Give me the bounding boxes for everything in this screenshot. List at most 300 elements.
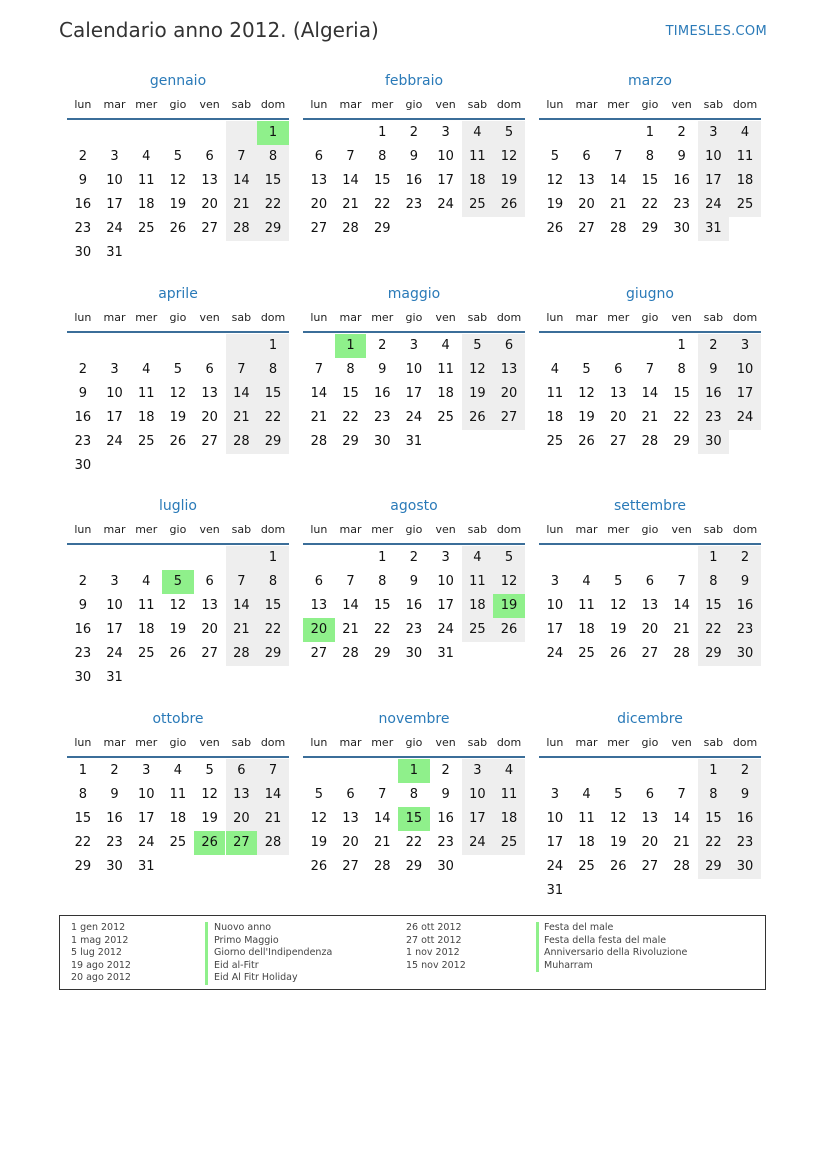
weekday-label: mar xyxy=(103,736,126,749)
weekday-label: gio xyxy=(169,736,187,749)
weekday-label: gio xyxy=(405,736,423,749)
day-cell: 2 xyxy=(110,763,119,778)
day-grid xyxy=(67,334,289,478)
weekday-label: mer xyxy=(135,523,158,536)
day-cell: 11 xyxy=(137,173,155,188)
day-cell: 10 xyxy=(106,598,123,613)
day-cell: 29 xyxy=(74,859,92,874)
weekday-header xyxy=(303,523,525,541)
day-cell: 23 xyxy=(736,835,754,850)
brand-link[interactable]: TIMESLES.COM xyxy=(665,24,767,39)
weekday-label: gio xyxy=(169,311,187,324)
day-cell: 22 xyxy=(373,197,391,212)
header-divider xyxy=(67,756,289,758)
weekday-label: lun xyxy=(74,736,92,749)
day-cell: 30 xyxy=(705,434,722,449)
day-cell: 8 xyxy=(709,787,718,802)
day-grid xyxy=(539,334,761,454)
weekday-label: mer xyxy=(371,523,394,536)
day-cell: 25 xyxy=(578,646,595,661)
day-cell: 24 xyxy=(106,221,123,236)
day-cell: 3 xyxy=(142,763,151,778)
day-cell: 1 xyxy=(709,550,718,565)
header-divider xyxy=(303,331,525,333)
day-cell: 23 xyxy=(74,221,92,236)
day-cell: 29 xyxy=(342,434,359,449)
day-cell: 4 xyxy=(441,338,450,353)
day-cell: 2 xyxy=(78,574,87,589)
weekday-label: gio xyxy=(641,736,659,749)
day-cell: 29 xyxy=(264,646,282,661)
day-cell: 26 xyxy=(169,434,187,449)
day-cell: 12 xyxy=(310,811,328,826)
day-cell: 28 xyxy=(264,835,282,850)
weekday-label: dom xyxy=(496,736,522,749)
day-cell: 17 xyxy=(705,173,722,188)
day-cell: 26 xyxy=(609,646,627,661)
legend-date: 26 ott 2012 xyxy=(406,922,462,933)
weekday-label: dom xyxy=(496,523,522,536)
weekday-label: lun xyxy=(74,311,92,324)
day-grid xyxy=(303,759,525,879)
day-cell: 15 xyxy=(673,386,690,401)
day-cell: 25 xyxy=(137,646,155,661)
weekday-label: mar xyxy=(103,523,126,536)
day-cell: 31 xyxy=(106,245,123,260)
day-cell: 13 xyxy=(641,598,659,613)
day-cell: 7 xyxy=(677,787,686,802)
day-cell: 30 xyxy=(437,859,454,874)
holiday-day: 15 xyxy=(398,807,430,831)
weekday-label: ven xyxy=(435,736,456,749)
month-name: luglio xyxy=(159,498,197,514)
day-cell: 27 xyxy=(201,646,218,661)
day-cell: 7 xyxy=(268,763,278,778)
header-divider xyxy=(539,756,761,758)
day-cell: 28 xyxy=(310,434,328,449)
day-cell: 9 xyxy=(740,787,750,802)
day-cell: 23 xyxy=(106,835,123,850)
day-cell: 9 xyxy=(78,598,87,613)
legend-holiday-name: Nuovo anno xyxy=(214,922,272,933)
day-cell: 3 xyxy=(409,338,419,353)
weekday-label: mer xyxy=(371,98,394,111)
day-cell: 17 xyxy=(106,197,123,212)
day-cell: 28 xyxy=(233,646,250,661)
weekday-header xyxy=(539,311,761,329)
day-cell: 25 xyxy=(578,859,595,874)
day-grid xyxy=(67,546,289,690)
day-cell: 1 xyxy=(709,763,718,778)
day-cell: 16 xyxy=(736,811,754,826)
day-cell: 5 xyxy=(205,763,214,778)
day-cell: 5 xyxy=(614,787,623,802)
day-cell: 9 xyxy=(677,149,686,164)
weekday-label: sab xyxy=(231,523,252,536)
day-cell: 20 xyxy=(201,622,218,637)
day-cell: 5 xyxy=(504,125,514,140)
day-cell: 14 xyxy=(342,598,359,613)
day-cell: 25 xyxy=(736,197,754,212)
weekday-label: mer xyxy=(607,523,630,536)
day-cell: 18 xyxy=(169,811,187,826)
day-cell: 18 xyxy=(469,173,486,188)
day-cell: 31 xyxy=(437,646,454,661)
day-cell: 9 xyxy=(441,787,450,802)
day-cell: 15 xyxy=(373,598,391,613)
day-cell: 26 xyxy=(310,859,328,874)
day-cell: 26 xyxy=(546,221,564,236)
day-cell: 19 xyxy=(169,410,187,425)
day-cell: 10 xyxy=(705,149,722,164)
day-cell: 13 xyxy=(641,811,659,826)
weekday-label: gio xyxy=(641,311,659,324)
weekday-label: ven xyxy=(435,98,456,111)
day-cell: 12 xyxy=(609,598,627,613)
day-cell: 30 xyxy=(74,245,92,260)
weekday-label: lun xyxy=(546,736,564,749)
day-cell: 25 xyxy=(169,835,187,850)
day-cell: 12 xyxy=(578,386,595,401)
day-cell: 14 xyxy=(342,173,359,188)
day-cell: 14 xyxy=(673,811,690,826)
day-cell: 15 xyxy=(342,386,359,401)
legend-holiday-name: Anniversario della Rivoluzione xyxy=(544,947,688,958)
header-divider xyxy=(67,331,289,333)
day-cell: 14 xyxy=(264,787,282,802)
day-cell: 7 xyxy=(237,574,246,589)
day-cell: 17 xyxy=(736,386,754,401)
day-cell: 18 xyxy=(137,410,155,425)
day-cell: 18 xyxy=(469,598,486,613)
day-cell: 19 xyxy=(169,197,187,212)
day-cell: 25 xyxy=(137,221,155,236)
weekday-label: ven xyxy=(435,523,456,536)
day-cell: 10 xyxy=(437,574,454,589)
day-cell: 15 xyxy=(705,811,722,826)
day-cell: 31 xyxy=(705,221,722,236)
day-cell: 10 xyxy=(137,787,155,802)
holiday-day: 27 xyxy=(226,831,258,855)
day-cell: 3 xyxy=(473,763,482,778)
weekday-label: ven xyxy=(199,311,220,324)
day-cell: 11 xyxy=(578,811,595,826)
day-cell: 15 xyxy=(641,173,659,188)
day-cell: 7 xyxy=(237,149,246,164)
day-cell: 12 xyxy=(169,386,187,401)
day-cell: 25 xyxy=(469,622,486,637)
day-cell: 24 xyxy=(437,197,454,212)
holiday-day: 26 xyxy=(194,831,226,855)
legend-names-right xyxy=(544,922,687,972)
day-cell: 16 xyxy=(74,197,92,212)
day-cell: 24 xyxy=(546,646,564,661)
day-cell: 22 xyxy=(705,835,722,850)
day-cell: 19 xyxy=(500,173,518,188)
day-cell: 25 xyxy=(469,197,486,212)
weekday-label: mar xyxy=(575,523,598,536)
day-cell: 4 xyxy=(142,149,151,164)
weekday-label: mer xyxy=(371,311,394,324)
day-cell: 7 xyxy=(378,787,387,802)
legend-dates-right xyxy=(406,922,466,972)
weekday-label: mar xyxy=(339,523,362,536)
day-cell: 5 xyxy=(473,338,482,353)
day-cell: 11 xyxy=(469,149,486,164)
day-cell: 11 xyxy=(469,574,486,589)
weekday-header xyxy=(67,523,289,541)
day-cell: 22 xyxy=(705,622,722,637)
day-cell: 15 xyxy=(264,598,282,613)
weekday-label: sab xyxy=(231,98,252,111)
day-cell: 6 xyxy=(205,574,214,589)
weekday-label: gio xyxy=(169,523,187,536)
day-cell: 31 xyxy=(137,859,155,874)
header-divider xyxy=(303,118,525,120)
day-cell: 25 xyxy=(500,835,518,850)
day-cell: 13 xyxy=(201,386,218,401)
day-cell: 21 xyxy=(641,410,659,425)
day-cell: 3 xyxy=(441,125,450,140)
day-cell: 26 xyxy=(578,434,595,449)
weekday-header xyxy=(303,98,525,116)
day-cell: 8 xyxy=(709,574,718,589)
day-cell: 4 xyxy=(142,362,151,377)
day-cell: 21 xyxy=(673,622,690,637)
day-cell: 3 xyxy=(550,787,559,802)
day-cell: 25 xyxy=(546,434,564,449)
month-name: febbraio xyxy=(384,73,444,89)
legend-holiday-name: Festa della festa del male xyxy=(544,934,667,946)
day-cell: 16 xyxy=(673,173,690,188)
header-divider xyxy=(67,118,289,120)
day-cell: 22 xyxy=(673,410,690,425)
legend-holiday-marker xyxy=(536,922,539,972)
day-cell: 6 xyxy=(504,338,514,353)
weekday-label: dom xyxy=(732,523,758,536)
weekday-label: ven xyxy=(671,523,692,536)
day-cell: 2 xyxy=(740,763,750,778)
holiday-day: 20 xyxy=(303,618,335,642)
day-cell: 21 xyxy=(609,197,627,212)
day-cell: 22 xyxy=(74,835,92,850)
day-cell: 8 xyxy=(78,787,87,802)
weekday-label: lun xyxy=(310,736,328,749)
holiday-day: 5 xyxy=(162,570,194,594)
day-cell: 29 xyxy=(373,221,391,236)
day-cell: 25 xyxy=(437,410,454,425)
day-cell: 16 xyxy=(736,598,754,613)
day-cell: 20 xyxy=(233,811,250,826)
day-cell: 6 xyxy=(582,149,591,164)
day-cell: 14 xyxy=(233,598,250,613)
day-cell: 23 xyxy=(405,197,423,212)
day-cell: 18 xyxy=(578,622,595,637)
header-divider xyxy=(303,543,525,545)
day-cell: 16 xyxy=(705,386,722,401)
day-cell: 23 xyxy=(74,646,92,661)
day-cell: 22 xyxy=(342,410,359,425)
weekday-label: ven xyxy=(435,311,456,324)
weekday-label: mer xyxy=(607,311,630,324)
day-cell: 23 xyxy=(705,410,722,425)
weekday-label: mar xyxy=(575,98,598,111)
header-divider xyxy=(539,331,761,333)
holiday-legend xyxy=(59,915,766,990)
weekday-label: ven xyxy=(199,98,220,111)
day-cell: 22 xyxy=(373,622,391,637)
weekday-header xyxy=(67,311,289,329)
day-cell: 15 xyxy=(264,386,282,401)
day-cell: 15 xyxy=(373,173,391,188)
day-cell: 12 xyxy=(500,149,518,164)
day-cell: 5 xyxy=(504,550,514,565)
day-cell: 15 xyxy=(705,598,722,613)
day-cell: 22 xyxy=(264,410,282,425)
day-cell: 20 xyxy=(342,835,359,850)
page-title: Calendario anno 2012. (Algeria) xyxy=(59,18,379,42)
day-cell: 21 xyxy=(264,811,282,826)
day-cell: 9 xyxy=(740,574,750,589)
day-cell: 29 xyxy=(264,434,282,449)
day-cell: 29 xyxy=(373,646,391,661)
day-cell: 21 xyxy=(373,835,391,850)
weekday-label: mer xyxy=(607,736,630,749)
day-cell: 2 xyxy=(709,338,718,353)
day-cell: 17 xyxy=(546,622,564,637)
day-cell: 28 xyxy=(342,221,359,236)
day-cell: 10 xyxy=(106,173,123,188)
day-cell: 17 xyxy=(106,410,123,425)
day-cell: 10 xyxy=(405,362,423,377)
day-cell: 12 xyxy=(169,173,187,188)
day-cell: 4 xyxy=(473,550,482,565)
day-cell: 16 xyxy=(106,811,123,826)
legend-holiday-name: Giorno dell'Indipendenza xyxy=(214,947,333,958)
day-cell: 13 xyxy=(310,598,328,613)
weekday-header xyxy=(539,98,761,116)
day-cell: 14 xyxy=(673,598,690,613)
day-cell: 10 xyxy=(546,598,564,613)
day-cell: 27 xyxy=(310,221,328,236)
day-cell: 23 xyxy=(437,835,454,850)
weekday-label: sab xyxy=(467,98,488,111)
day-cell: 24 xyxy=(736,410,754,425)
day-cell: 15 xyxy=(264,173,282,188)
day-cell: 17 xyxy=(546,835,564,850)
day-cell: 9 xyxy=(110,787,119,802)
day-cell: 26 xyxy=(500,197,518,212)
legend-holiday-marker xyxy=(205,922,208,985)
day-cell: 16 xyxy=(405,173,423,188)
day-cell: 21 xyxy=(233,197,250,212)
day-cell: 26 xyxy=(469,410,486,425)
legend-holiday-name: Muharram xyxy=(544,959,593,971)
day-cell: 2 xyxy=(409,550,419,565)
weekday-label: mar xyxy=(103,311,126,324)
day-cell: 14 xyxy=(641,386,659,401)
day-cell: 8 xyxy=(346,362,355,377)
day-cell: 27 xyxy=(310,646,328,661)
day-cell: 13 xyxy=(310,173,328,188)
day-cell: 3 xyxy=(441,550,450,565)
day-cell: 24 xyxy=(546,859,564,874)
day-cell: 29 xyxy=(405,859,423,874)
day-cell: 8 xyxy=(677,362,686,377)
day-cell: 2 xyxy=(409,125,419,140)
weekday-label: mar xyxy=(339,311,362,324)
day-cell: 24 xyxy=(106,434,123,449)
month-name: maggio xyxy=(387,286,441,302)
day-cell: 1 xyxy=(645,125,655,140)
month-name: dicembre xyxy=(617,711,683,727)
weekday-header xyxy=(539,736,761,754)
day-cell: 28 xyxy=(233,434,250,449)
day-cell: 15 xyxy=(74,811,92,826)
day-cell: 24 xyxy=(437,622,454,637)
day-cell: 11 xyxy=(137,598,155,613)
day-cell: 19 xyxy=(546,197,564,212)
weekday-label: lun xyxy=(310,98,328,111)
weekday-label: lun xyxy=(310,523,328,536)
day-cell: 13 xyxy=(233,787,250,802)
day-cell: 30 xyxy=(736,859,754,874)
day-cell: 3 xyxy=(110,149,119,164)
day-grid xyxy=(539,759,761,903)
legend-date: 27 ott 2012 xyxy=(406,934,462,946)
weekday-label: dom xyxy=(496,311,522,324)
day-cell: 28 xyxy=(673,646,690,661)
day-cell: 4 xyxy=(550,362,559,377)
day-cell: 21 xyxy=(342,622,359,637)
day-cell: 12 xyxy=(609,811,627,826)
day-cell: 19 xyxy=(609,835,627,850)
day-cell: 5 xyxy=(314,787,323,802)
weekday-label: ven xyxy=(199,736,220,749)
day-cell: 6 xyxy=(645,574,655,589)
weekday-label: mer xyxy=(135,736,158,749)
month-name: agosto xyxy=(390,498,438,514)
day-cell: 14 xyxy=(310,386,328,401)
day-cell: 4 xyxy=(473,125,482,140)
day-cell: 30 xyxy=(106,859,123,874)
day-cell: 11 xyxy=(736,149,754,164)
day-cell: 5 xyxy=(582,362,591,377)
header-divider xyxy=(67,543,289,545)
day-cell: 9 xyxy=(409,574,419,589)
day-cell: 24 xyxy=(106,646,123,661)
day-cell: 1 xyxy=(268,338,278,353)
weekday-header xyxy=(539,523,761,541)
day-cell: 11 xyxy=(500,787,518,802)
day-cell: 8 xyxy=(268,362,278,377)
day-cell: 23 xyxy=(373,410,391,425)
day-cell: 5 xyxy=(550,149,559,164)
legend-date: 1 nov 2012 xyxy=(406,947,460,958)
day-cell: 29 xyxy=(264,221,282,236)
day-cell: 23 xyxy=(736,622,754,637)
weekday-label: sab xyxy=(703,311,724,324)
day-cell: 20 xyxy=(641,835,659,850)
day-cell: 7 xyxy=(645,362,655,377)
legend-names-left xyxy=(214,922,332,985)
day-cell: 24 xyxy=(137,835,155,850)
month-name: settembre xyxy=(613,498,687,514)
legend-holiday-name: Eid Al Fitr Holiday xyxy=(214,972,298,983)
day-cell: 20 xyxy=(609,410,627,425)
day-cell: 2 xyxy=(378,338,387,353)
day-cell: 11 xyxy=(546,386,564,401)
